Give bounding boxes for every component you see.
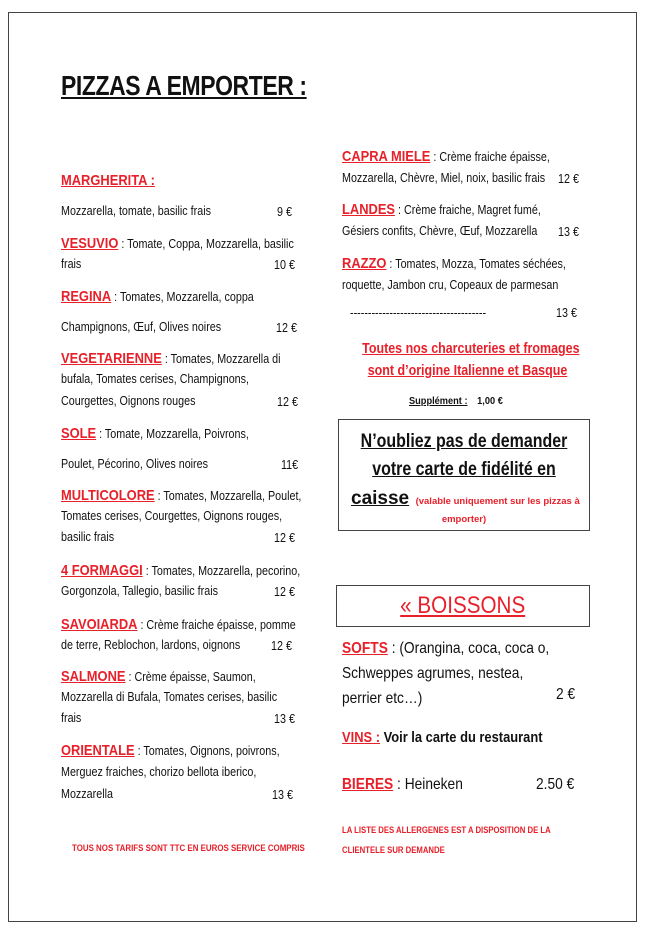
fidelity-line-3: caisse xyxy=(351,488,410,509)
right-item-line xyxy=(342,275,558,296)
fidelity-note-2: emporter) xyxy=(441,514,487,525)
left-item-line xyxy=(61,560,300,582)
right-item-desc: : Tomates, Mozza, Tomates séchées, xyxy=(386,257,566,271)
left-item-price: 12 € xyxy=(276,321,297,335)
vins-label: VINS : xyxy=(342,729,381,746)
allergen-line-2: CLIENTELE SUR DEMANDE xyxy=(342,845,445,855)
right-item-desc: Mozzarella, Chèvre, Miel, noix, basilic frais xyxy=(342,171,546,185)
prices-note: TOUS NOS TARIFS SONT TTC EN EUROS SERVICE COMPRIS xyxy=(72,843,305,853)
left-item-line xyxy=(61,581,218,602)
left-item-line xyxy=(61,506,282,527)
right-item-desc: Gésiers confits, Chèvre, Œuf, Mozzarella xyxy=(342,224,538,238)
left-item-line xyxy=(61,233,294,255)
left-item-desc: : Tomates, Mozzarella, coppa xyxy=(111,290,254,304)
right-item-name: LANDES xyxy=(342,201,396,218)
bieres-price: 2.50 € xyxy=(536,776,575,793)
left-item-name: REGINA xyxy=(61,288,112,305)
left-item-line xyxy=(61,708,81,729)
left-item-desc: : Tomates, Oignons, poivrons, xyxy=(134,744,280,758)
left-item-desc: : Tomate, Coppa, Mozzarella, basilic xyxy=(118,237,294,251)
left-item-desc: : Crème fraiche épaisse, pomme xyxy=(137,618,296,632)
allergen-note xyxy=(342,820,551,860)
origin-note-line-1: Toutes nos charcuteries et fromages xyxy=(362,341,580,357)
left-item-desc: de terre, Reblochon, lardons, oignons xyxy=(61,638,241,652)
right-item-price: 12 € xyxy=(558,172,579,186)
right-item-price: 13 € xyxy=(558,225,579,239)
left-item-price: 13 € xyxy=(274,712,295,726)
left-item-desc: : Tomate, Mozzarella, Poivrons, xyxy=(96,427,249,441)
left-item-desc: Mozzarella, tomate, basilic frais xyxy=(61,204,211,218)
left-item-desc: frais xyxy=(61,711,82,725)
right-item-name: CAPRA MIELE xyxy=(342,148,431,165)
softs-text-3: perrier etc…) xyxy=(342,690,423,707)
left-item-line xyxy=(61,687,277,708)
left-item-name: SOLE xyxy=(61,425,97,442)
left-item-line xyxy=(61,784,113,805)
razzo-price: 13 € xyxy=(556,306,577,320)
left-item-line xyxy=(61,635,240,656)
supplement-label: Supplément : xyxy=(409,395,468,407)
fidelity-box xyxy=(338,419,590,531)
bieres-text: : Heineken xyxy=(393,776,463,793)
left-item-line xyxy=(61,317,221,338)
left-item-line xyxy=(61,740,280,762)
left-item-desc: : Crème épaisse, Saumon, xyxy=(125,670,256,684)
right-item-desc: : Crème fraiche épaisse, xyxy=(430,150,550,164)
left-item-desc: Poulet, Pécorino, Olives noires xyxy=(61,457,208,471)
left-item-desc: : Tomates, Mozzarella di xyxy=(161,352,281,366)
left-item-name: ORIENTALE xyxy=(61,742,135,759)
left-item-name: MULTICOLORE xyxy=(61,487,155,504)
right-item-line xyxy=(342,221,537,242)
right-item-line xyxy=(342,168,545,189)
left-item-line xyxy=(61,369,249,390)
fidelity-line-1: N’oubliez pas de demander xyxy=(360,431,568,452)
left-item-desc: Merguez fraiches, chorizo bellota iberico, xyxy=(61,765,257,779)
softs-text-1: : (Orangina, coca, coca o, xyxy=(387,640,550,657)
left-item-line xyxy=(61,348,281,370)
left-item-line xyxy=(61,454,208,475)
supplement xyxy=(409,395,503,407)
left-item-desc: Mozzarella xyxy=(61,787,113,801)
bieres-label: BIERES xyxy=(342,776,394,793)
left-item-desc: Gorgonzola, Tallegio, basilic frais xyxy=(61,584,218,598)
right-item-name: RAZZO xyxy=(342,255,387,272)
left-item-desc: : Tomates, Mozzarella, Poulet, xyxy=(154,489,302,503)
left-item-line xyxy=(61,614,296,636)
left-item-line xyxy=(61,286,254,308)
left-item-price: 12 € xyxy=(274,531,295,545)
left-item-price: 9 € xyxy=(277,205,292,219)
supplement-price: 1,00 € xyxy=(477,395,503,407)
bieres-block xyxy=(342,776,463,794)
fidelity-line-2: votre carte de fidélité en xyxy=(372,459,556,480)
right-item-desc: : Crème fraiche, Magret fumé, xyxy=(395,203,541,217)
right-item-line xyxy=(342,199,541,221)
left-item-name: SAVOIARDA xyxy=(61,616,138,633)
left-item-desc: basilic frais xyxy=(61,530,115,544)
left-item-line xyxy=(61,762,256,783)
left-item-price: 12 € xyxy=(274,585,295,599)
left-item-price: 12 € xyxy=(271,639,292,653)
left-item-line xyxy=(61,170,155,192)
left-item-desc: Tomates cerises, Courgettes, Oignons rouges, xyxy=(61,509,283,523)
left-item-desc: bufala, Tomates cerises, Champignons, xyxy=(61,372,250,386)
softs-block xyxy=(342,636,549,711)
vins-text: Voir la carte du restaurant xyxy=(380,729,543,746)
page-title: PIZZAS A EMPORTER : xyxy=(61,70,307,101)
left-item-desc: Champignons, Œuf, Olives noires xyxy=(61,320,222,334)
softs-price: 2 € xyxy=(556,686,576,703)
dash-line: -------------------------------------- xyxy=(350,306,487,320)
left-item-name: 4 FORMAGGI xyxy=(61,562,143,579)
left-item-name: MARGHERITA : xyxy=(61,172,155,189)
boissons-box xyxy=(336,585,590,627)
left-item-price: 12 € xyxy=(277,395,298,409)
left-item-desc: : Tomates, Mozzarella, pecorino, xyxy=(142,564,301,578)
left-item-name: VESUVIO xyxy=(61,235,119,252)
left-item-line xyxy=(61,666,256,688)
left-item-name: VEGETARIENNE xyxy=(61,350,162,367)
left-item-line xyxy=(61,391,195,412)
left-item-name: SALMONE xyxy=(61,668,126,685)
left-item-price: 10 € xyxy=(274,258,295,272)
allergen-line-1: LA LISTE DES ALLERGENES EST A DISPOSITION DE LA xyxy=(342,825,551,835)
origin-note xyxy=(345,338,590,382)
right-item-line xyxy=(342,146,550,168)
left-item-desc: frais xyxy=(61,257,82,271)
left-item-line xyxy=(61,527,114,548)
origin-note-line-2: sont d’origine Italienne et Basque xyxy=(367,363,568,379)
right-item-desc: roquette, Jambon cru, Copeaux de parmesan xyxy=(342,278,559,292)
left-item-desc: Courgettes, Oignons rouges xyxy=(61,394,196,408)
left-item-line xyxy=(61,485,301,507)
left-item-line xyxy=(61,423,249,445)
left-item-line xyxy=(61,254,81,275)
softs-label: SOFTS xyxy=(342,640,388,657)
right-item-line xyxy=(342,253,566,275)
left-item-desc: Mozzarella di Bufala, Tomates cerises, basilic xyxy=(61,690,278,704)
softs-text-2: Schweppes agrumes, nestea, xyxy=(342,665,524,682)
boissons-title: « BOISSONS xyxy=(400,592,526,619)
vins-block xyxy=(342,729,543,746)
left-item-price: 11€ xyxy=(281,458,299,472)
left-item-price: 13 € xyxy=(272,788,293,802)
fidelity-note-1: (valable uniquement sur les pizzas à xyxy=(415,496,580,507)
